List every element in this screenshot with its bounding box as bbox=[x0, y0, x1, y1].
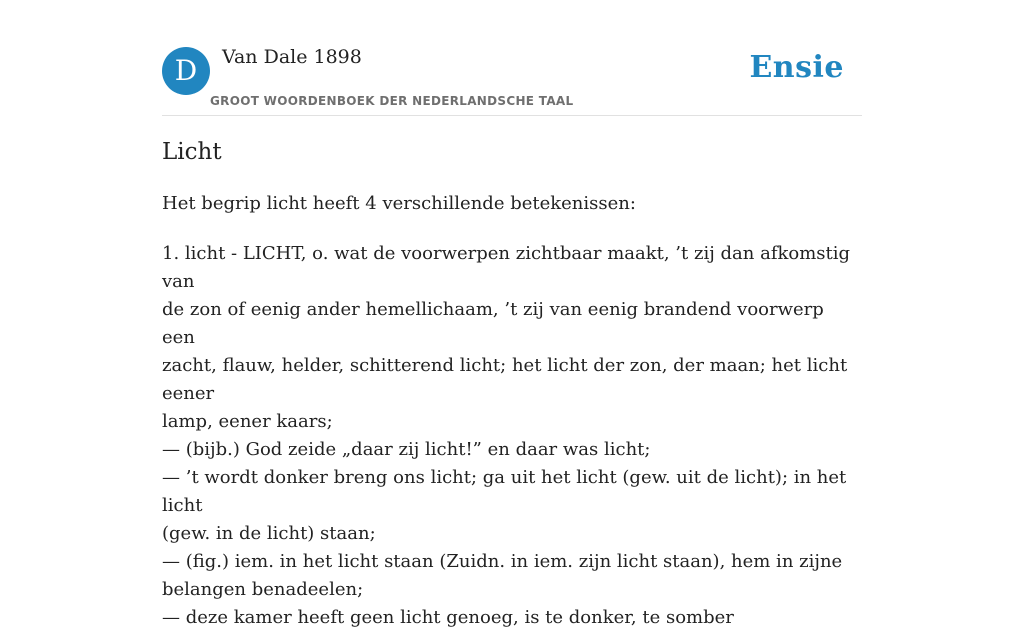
definition-line: — (bijb.) God zeide „daar zij licht!” en daar was licht; bbox=[162, 439, 651, 460]
definition-line: belangen benadeelen; bbox=[162, 579, 364, 600]
definition-line: (gew. in de licht) staan; bbox=[162, 523, 376, 544]
definition-line: — deze kamer heeft geen licht genoeg, is te donker, te somber bbox=[162, 607, 734, 628]
header bbox=[162, 0, 862, 116]
entry-intro: Het begrip licht heeft 4 verschillende betekenissen: bbox=[162, 193, 636, 214]
definition-line: 1. licht - LICHT, o. wat de voorwerpen zichtbaar maakt, ’t zij dan afkomstig van bbox=[162, 243, 851, 292]
definition-line: — (fig.) iem. in het licht staan (Zuidn. in iem. zijn licht staan), hem in zijne bbox=[162, 551, 843, 572]
definition-line: zacht, flauw, helder, schitterend licht; het licht der zon, der maan; het licht eener bbox=[162, 355, 848, 404]
page bbox=[162, 0, 862, 628]
definition-line: lamp, eener kaars; bbox=[162, 411, 333, 432]
definition-line: de zon of eenig ander hemellichaam, ’t zij van eenig brandend voorwerp een bbox=[162, 299, 824, 348]
definition-text bbox=[162, 240, 862, 632]
ensie-logo-link[interactable]: Ensie bbox=[749, 50, 844, 85]
entry-title: Licht bbox=[162, 139, 222, 165]
dictionary-logo[interactable]: D bbox=[162, 47, 210, 95]
dictionary-subtitle: GROOT WOORDENBOEK DER NEDERLANDSCHE TAAL bbox=[210, 94, 574, 108]
dictionary-title[interactable]: Van Dale 1898 bbox=[222, 46, 362, 68]
definition-line: — ’t wordt donker breng ons licht; ga uit het licht (gew. uit de licht); in het licht bbox=[162, 467, 847, 516]
